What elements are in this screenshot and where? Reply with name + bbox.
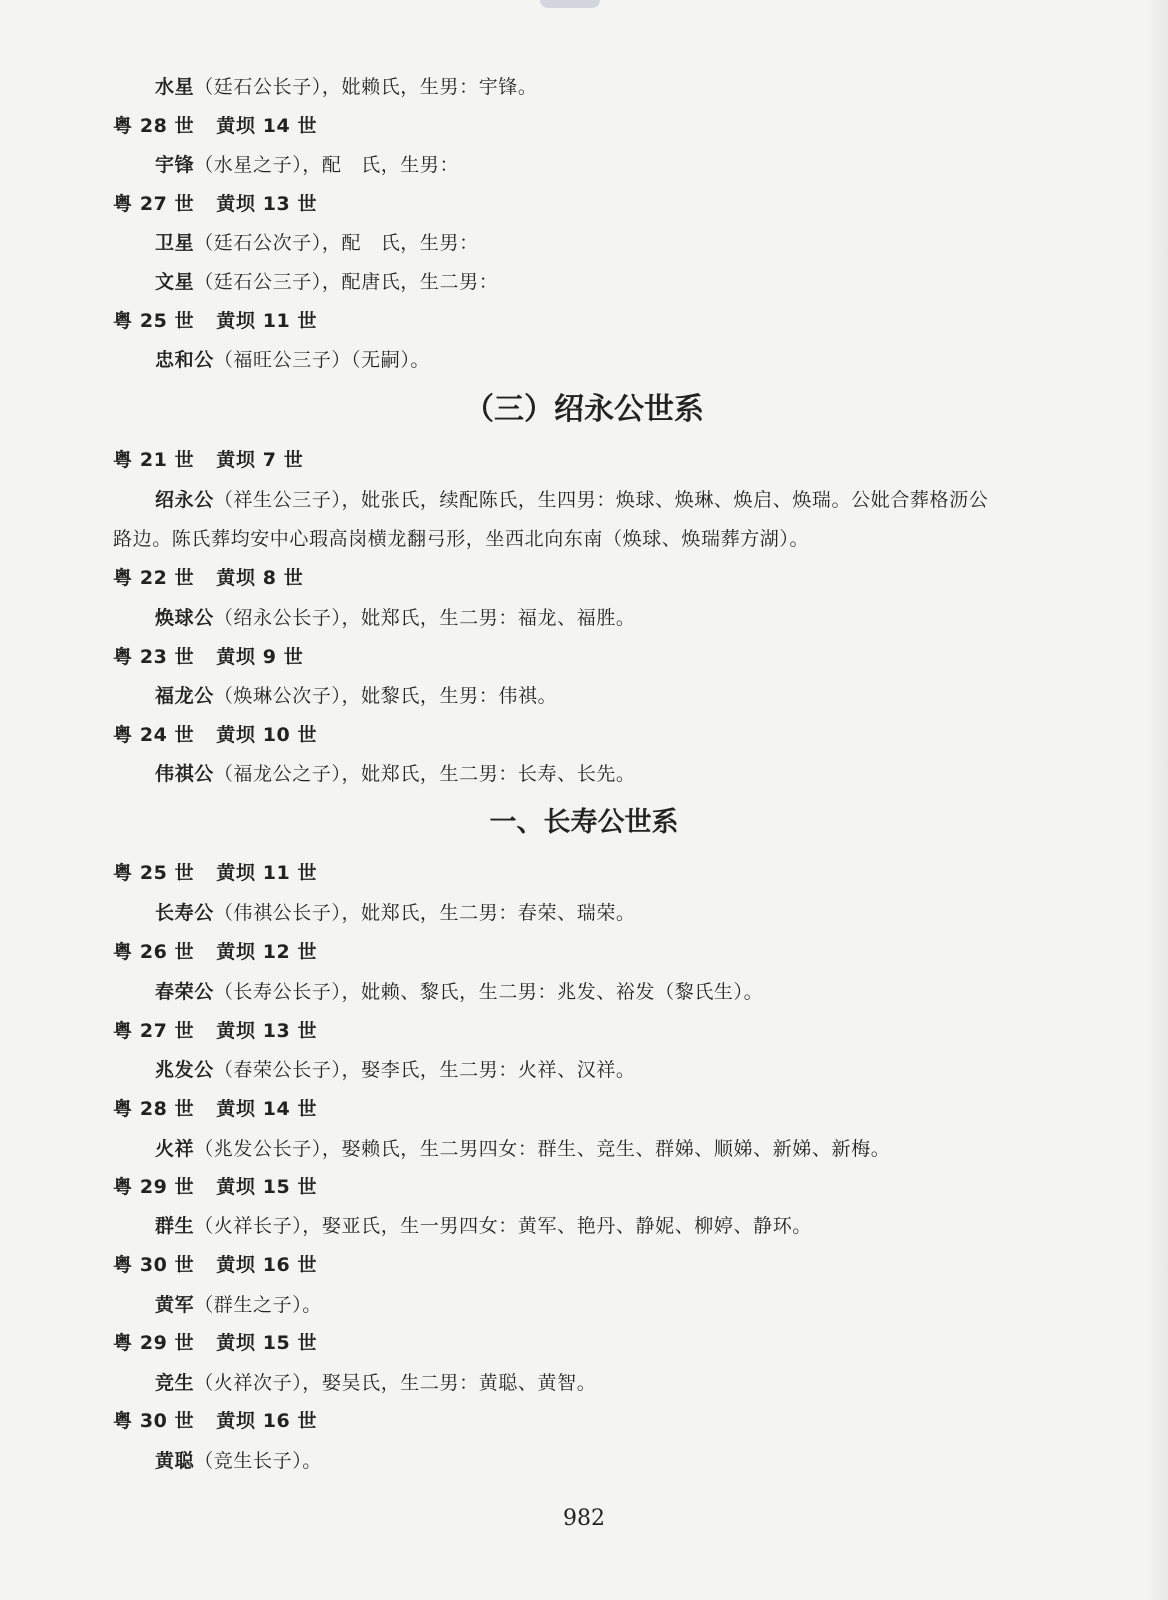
entry-line: [155, 1293, 322, 1317]
generation-label: 粤 28 世 黄坝 14 世: [113, 115, 318, 137]
continuation-line: 路边。陈氏葬均安中心瑕高岗横龙翻弓形，坐西北向东南（焕球、焕瑞葬方湖）。: [113, 528, 810, 550]
entry-name: 长寿公: [155, 902, 214, 924]
entry-name: 兆发公: [155, 1059, 214, 1081]
entry-name: 文星: [155, 271, 195, 293]
entry-line: [155, 762, 636, 786]
generation-label: 粤 25 世 黄坝 11 世: [113, 862, 318, 884]
entry-text: （伟祺公长子），妣郑氏，生二男：春荣、瑞荣。: [213, 902, 636, 924]
entry-text: （福龙公之子），妣郑氏，生二男：长寿、长先。: [213, 763, 636, 785]
entry-line: [155, 606, 636, 630]
entry-text: （竞生长子）。: [194, 1450, 322, 1472]
entry-name: 忠和公: [155, 349, 214, 371]
entry-name: 伟祺公: [155, 763, 214, 785]
entry-name: 黄军: [155, 1294, 195, 1316]
entry-text: （福旺公三子）（无嗣）。: [213, 349, 431, 371]
entry-text: （兆发公长子），娶赖氏，生二男四女：群生、竞生、群娣、顺娣、新娣、新梅。: [194, 1138, 891, 1160]
entry-line: [155, 1449, 322, 1473]
entry-text: （火祥次子），娶吴氏，生二男：黄聪、黄智。: [194, 1372, 597, 1394]
generation-label: 粤 29 世 黄坝 15 世: [113, 1176, 318, 1198]
entry-text: （群生之子）。: [194, 1294, 322, 1316]
entry-line: [155, 1137, 890, 1161]
entry-line: [155, 1214, 812, 1238]
section-heading: （三）绍永公世系: [464, 392, 704, 427]
subsection-heading: 一、长寿公世系: [489, 807, 679, 838]
entry-line: [155, 348, 430, 372]
entry-text: （祥生公三子），妣张氏，续配陈氏，生四男：焕球、焕琳、焕启、焕瑞。公妣合葬格沥公: [213, 489, 989, 511]
generation-label: 粤 30 世 黄坝 16 世: [113, 1254, 318, 1276]
generation-label: 粤 25 世 黄坝 11 世: [113, 310, 318, 332]
entry-text: （廷石公三子），配唐氏，生二男：: [194, 271, 499, 293]
entry-name: 绍永公: [155, 489, 214, 511]
entry-line: [155, 488, 988, 512]
generation-label: 粤 21 世 黄坝 7 世: [113, 449, 304, 471]
entry-name: 焕球公: [155, 607, 214, 629]
generation-label: 粤 30 世 黄坝 16 世: [113, 1410, 318, 1432]
generation-label: 粤 29 世 黄坝 15 世: [113, 1332, 318, 1354]
entry-line: [155, 684, 557, 708]
entry-name: 卫星: [155, 232, 195, 254]
generation-label: 粤 23 世 黄坝 9 世: [113, 646, 304, 668]
entry-name: 福龙公: [155, 685, 214, 707]
generation-label: 粤 22 世 黄坝 8 世: [113, 567, 304, 589]
entry-name: 群生: [155, 1215, 195, 1237]
page-number: 982: [563, 1506, 605, 1531]
entry-text: （长寿公长子），妣赖、黎氏，生二男：兆发、裕发（黎氏生）。: [213, 981, 764, 1003]
entry-text: （火祥长子），娶亚氏，生一男四女：黄军、艳丹、静妮、柳婷、静环。: [194, 1215, 812, 1237]
entry-name: 竞生: [155, 1372, 195, 1394]
entry-line: [155, 980, 763, 1004]
entry-text: （春荣公长子），娶李氏，生二男：火祥、汉祥。: [213, 1059, 636, 1081]
entry-line: [155, 231, 479, 255]
entry-line: [155, 270, 498, 294]
entry-text: （焕琳公次子），妣黎氏，生男：伟祺。: [213, 685, 558, 707]
entry-name: 火祥: [155, 1138, 195, 1160]
entry-text: （绍永公长子），妣郑氏，生二男：福龙、福胜。: [213, 607, 636, 629]
entry-text: （水星之子），配 氏，生男：: [194, 154, 460, 176]
entry-name: 黄聪: [155, 1450, 195, 1472]
entry-name: 宇锋: [155, 154, 195, 176]
entry-name: 春荣公: [155, 981, 214, 1003]
scan-smudge: [540, 0, 600, 8]
generation-label: 粤 27 世 黄坝 13 世: [113, 193, 318, 215]
entry-line: [155, 75, 538, 99]
generation-label: 粤 27 世 黄坝 13 世: [113, 1020, 318, 1042]
entry-line: [155, 1058, 636, 1082]
generation-label: 粤 28 世 黄坝 14 世: [113, 1098, 318, 1120]
entry-text: （廷石公次子），配 氏，生男：: [194, 232, 479, 254]
entry-text: （廷石公长子），妣赖氏，生男：宇锋。: [194, 76, 538, 98]
entry-line: [155, 1371, 596, 1395]
generation-label: 粤 26 世 黄坝 12 世: [113, 941, 318, 963]
entry-line: [155, 901, 636, 925]
entry-line: [155, 153, 459, 177]
generation-label: 粤 24 世 黄坝 10 世: [113, 724, 318, 746]
entry-name: 水星: [155, 76, 195, 98]
